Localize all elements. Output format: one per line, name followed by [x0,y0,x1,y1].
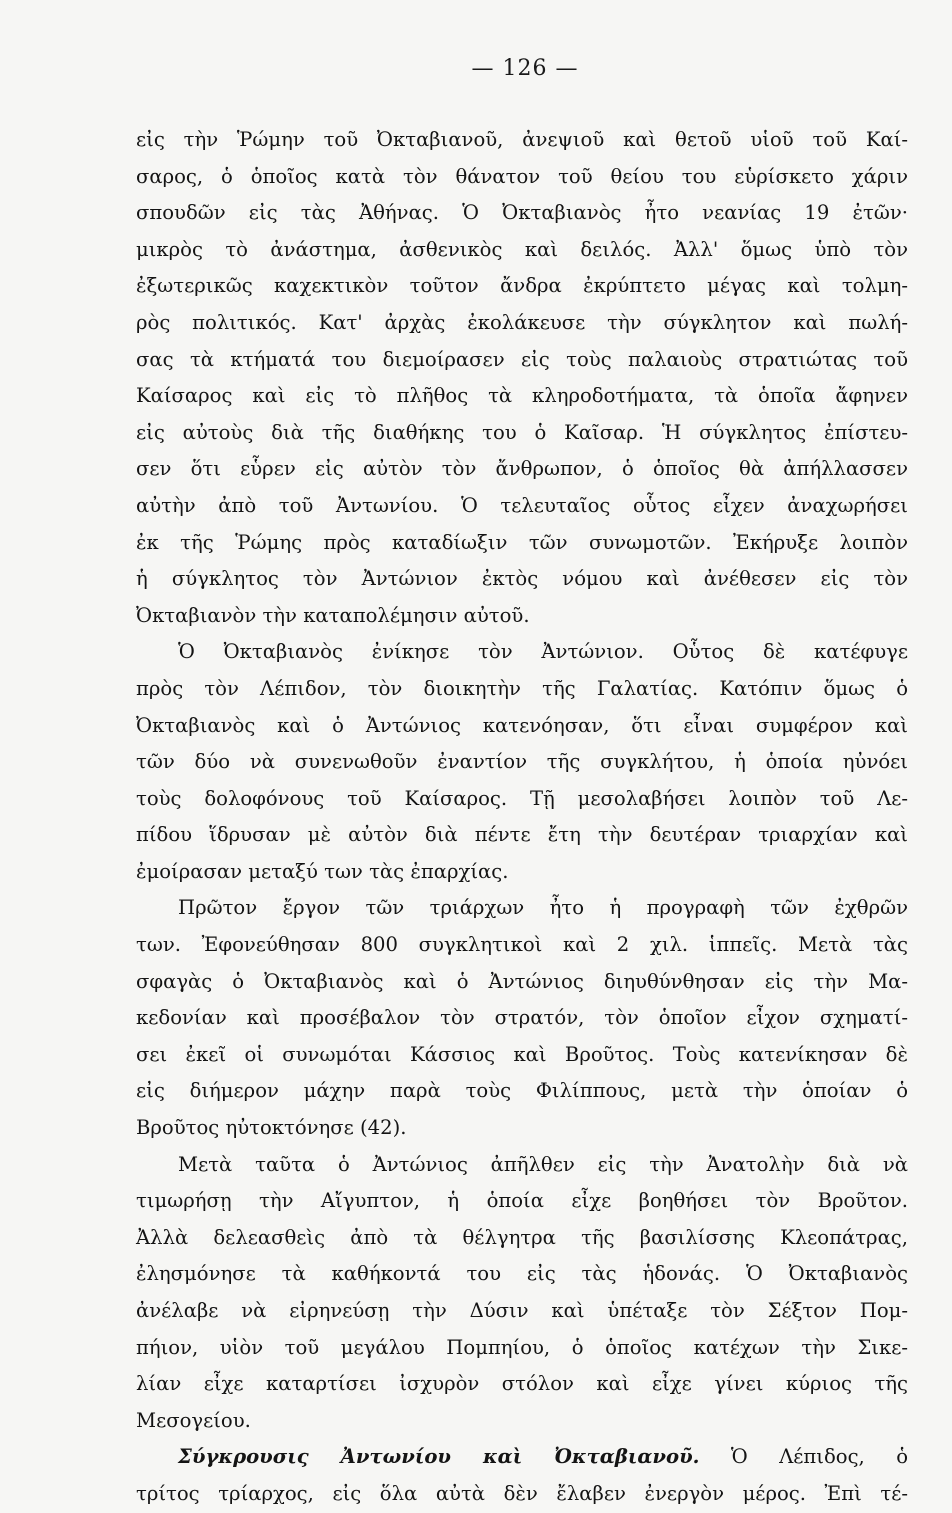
line-text: λίαν εἶχε καταρτίσει ἰσχυρὸν στόλον καὶ εἶχε γίνει κύριος τῆς [136,1372,908,1396]
line-text: τοὺς δολοφόνους τοῦ Καίσαρος. Τῇ μεσολαβήσει λοιπὸν τοῦ Λε- [136,786,908,810]
text-line [136,890,908,927]
line-text: των. Ἐφονεύθησαν 800 συγκλητικοὶ καὶ 2 χιλ. ἱππεῖς. Μετὰ τὰς [136,933,908,957]
line-text: Ὀκταβιανὸν τὴν καταπολέμησιν αὐτοῦ. [136,603,530,627]
line-text: τιμωρήσῃ τὴν Αἴγυπτον, ἡ ὁποία εἶχε βοηθήσει τὸν Βροῦτον. [136,1189,908,1213]
text-line [136,1220,908,1257]
text-line [136,671,908,708]
text-line [136,1110,908,1147]
text-line [136,1403,908,1440]
line-text: Μεσογείου. [136,1408,251,1432]
line-text: ἐλησμόνησε τὰ καθήκοντά του εἰς τὰς ἡδονάς. Ὁ Ὀκταβιανὸς [136,1262,908,1286]
text-line [136,1330,908,1367]
line-text: ἐμοίρασαν μεταξύ των τὰς ἐπαρχίας. [136,859,509,883]
text-line [136,781,908,818]
line-text: πίδου ἵδρυσαν μὲ αὐτὸν διὰ πέντε ἔτη τὴν δευτέραν τριαρχίαν καὶ [136,823,908,847]
text-line [136,854,908,891]
line-text: πήιον, υἱὸν τοῦ μεγάλου Πομπηίου, ὁ ὁποῖος κατέχων τὴν Σικε- [136,1335,908,1359]
line-text: Βροῦτος ηὐτοκτόνησε (42). [136,1116,407,1140]
text-line [136,268,908,305]
section-heading: Σύγκρουσις Ἀντωνίου καὶ Ὀκταβιανοῦ. [178,1445,700,1469]
line-text: σει ἐκεῖ οἱ συνωμόται Κάσσιος καὶ Βροῦτος. Τοὺς κατενίκησαν δὲ [136,1042,908,1066]
line-text: σφαγὰς ὁ Ὀκταβιανὸς καὶ ὁ Ἀντώνιος διηυθύνθησαν εἰς τὴν Μα- [136,969,908,993]
line-text: σεν ὅτι εὗρεν εἰς αὐτὸν τὸν ἄνθρωπον, ὁ ὁποῖος θὰ ἀπήλλασσεν [136,457,908,481]
text-line [136,1439,908,1476]
text-line [136,525,908,562]
text-line [136,195,908,232]
line-text: εἰς τὴν Ῥώμην τοῦ Ὀκταβιανοῦ, ἀνεψιοῦ καὶ θετοῦ υἱοῦ τοῦ Καί- [136,128,908,151]
text-line [136,122,908,159]
text-line [136,708,908,745]
text-line [136,1073,908,1110]
text-line [136,342,908,379]
line-text: ρὸς πολιτικός. Κατ' ἀρχὰς ἐκολάκευσε τὴν σύγκλητον καὶ πωλή- [136,310,908,334]
text-line [136,561,908,598]
line-text: ἐκ τῆς Ῥώμης πρὸς καταδίωξιν τῶν συνωμοτῶν. Ἐκήρυξε λοιπὸν [136,530,908,554]
line-text: σαρος, ὁ ὁποῖος κατὰ τὸν θάνατον τοῦ θείου του εὑρίσκετο χάριν [136,164,908,188]
line-text: Ὀκταβιανὸς καὶ ὁ Ἀντώνιος κατενόησαν, ὅτι εἶναι συμφέρον καὶ [136,713,908,737]
line-text: μικρὸς τὸ ἀνάστημα, ἀσθενικὸς καὶ δειλός. Ἀλλ' ὅμως ὑπὸ τὸν [136,237,908,261]
line-text: ἡ σύγκλητος τὸν Ἀντώνιον ἐκτὸς νόμου καὶ ἀνέθεσεν εἰς τὸν [136,567,908,591]
text-line [136,1293,908,1330]
text-line [136,964,908,1001]
text-line [136,634,908,671]
line-text: κεδονίαν καὶ προσέβαλον τὸν στρατόν, τὸν ὁποῖον εἶχον σχηματί- [136,1006,908,1030]
text-line [136,598,908,635]
text-line [136,817,908,854]
text-line [136,1183,908,1220]
text-line [136,927,908,964]
text-line [136,378,908,415]
text-line [136,1476,908,1513]
line-text: τῶν δύο νὰ συνενωθοῦν ἐναντίον τῆς συγκλήτου, ἡ ὁποία ηὐνόει [136,750,908,774]
body-text [136,122,908,1513]
line-text: Πρῶτον ἔργον τῶν τριάρχων ἦτο ἡ προγραφὴ τῶν ἐχθρῶν [178,896,908,920]
text-line [136,232,908,269]
line-text: πρὸς τὸν Λέπιδον, τὸν διοικητὴν τῆς Γαλατίας. Κατόπιν ὅμως ὁ [136,676,908,700]
line-text: σας τὰ κτήματά του διεμοίρασεν εἰς τοὺς παλαιοὺς στρατιώτας τοῦ [136,347,908,371]
line-text: Μετὰ ταῦτα ὁ Ἀντώνιος ἀπῆλθεν εἰς τὴν Ἀνατολὴν διὰ νὰ [178,1152,908,1176]
line-text: εἰς διήμερον μάχην παρὰ τοὺς Φιλίππους, μετὰ τὴν ὁποίαν ὁ [136,1079,908,1103]
text-line [136,305,908,342]
line-text: τρίτος τρίαρχος, εἰς ὅλα αὐτὰ δὲν ἔλαβεν ἐνεργὸν μέρος. Ἐπὶ τέ- [136,1481,908,1505]
text-line [136,744,908,781]
text-line [136,451,908,488]
line-text: Καίσαρος καὶ εἰς τὸ πλῆθος τὰ κληροδοτήματα, τὰ ὁποῖα ἄφηνεν [136,384,908,408]
text-line [136,415,908,452]
text-line [136,1147,908,1184]
line-text: Ἀλλὰ δελεασθεὶς ἀπὸ τὰ θέλγητρα τῆς βασιλίσσης Κλεοπάτρας, [136,1225,908,1249]
page-number: — 126 — [471,56,579,81]
line-text: Ὁ Λέπιδος, ὁ [699,1445,908,1469]
text-line [136,159,908,196]
line-text: ἐξωτερικῶς καχεκτικὸν τοῦτον ἄνδρα ἐκρύπτετο μέγας καὶ τολμη- [136,274,908,298]
line-text: ἀνέλαβε νὰ εἰρηνεύσῃ τὴν Δύσιν καὶ ὑπέταξε τὸν Σέξτον Πομ- [136,1299,908,1322]
text-line [136,1037,908,1074]
text-line [136,1256,908,1293]
text-line [136,488,908,525]
line-text: σπουδῶν εἰς τὰς Ἀθήνας. Ὁ Ὀκταβιανὸς ἦτο νεανίας 19 ἐτῶν· [136,201,908,225]
line-text: εἰς αὐτοὺς διὰ τῆς διαθήκης του ὁ Καῖσαρ. Ἡ σύγκλητος ἐπίστευ- [136,420,908,444]
text-line [136,1000,908,1037]
line-text: αὐτὴν ἀπὸ τοῦ Ἀντωνίου. Ὁ τελευταῖος οὗτος εἶχεν ἀναχωρήσει [136,493,908,517]
line-text: Ὁ Ὀκταβιανὸς ἐνίκησε τὸν Ἀντώνιον. Οὗτος δὲ κατέφυγε [178,640,908,664]
text-line [136,1366,908,1403]
